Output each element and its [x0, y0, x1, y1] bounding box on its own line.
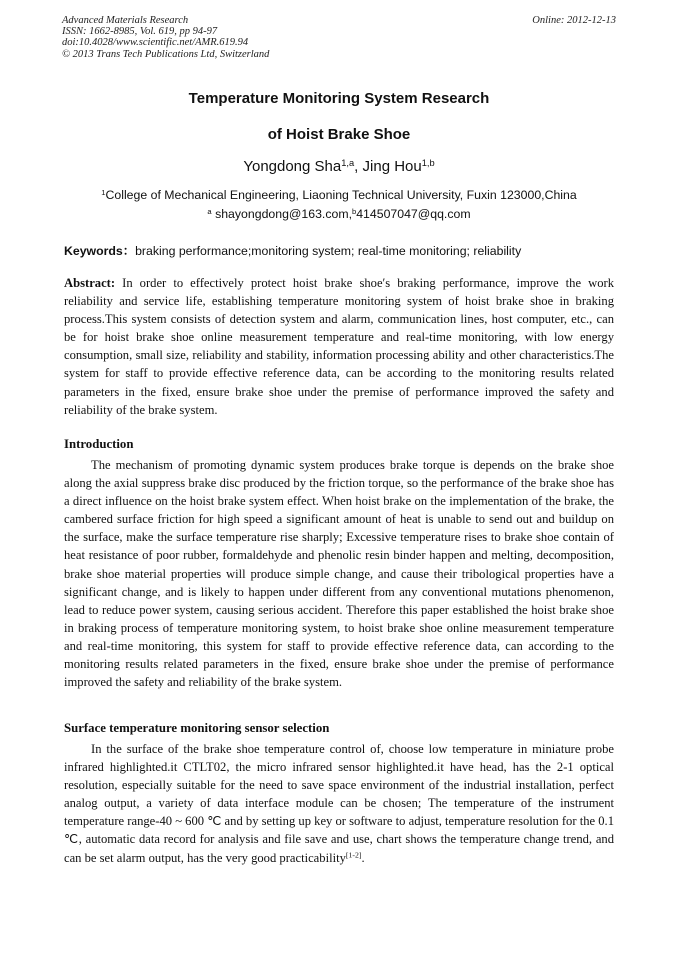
sensor-selection-paragraph — [64, 740, 614, 867]
email-link[interactable]: 414507047@qq.com — [356, 207, 471, 221]
paper-title-line-1: Temperature Monitoring System Research — [188, 90, 490, 107]
sentence-end: . — [361, 850, 365, 865]
affiliation — [0, 188, 678, 202]
author-separator: , — [354, 158, 363, 175]
sensor-selection-text: In the surface of the brake shoe temperature control of, choose low temperature in miniature probe infrared highlighted.it CTLT02, the micro infrared sensor highlighted.it have head, has the 2-1 optical resolution, especially suitable for the need to save space environment of the industrial installation, perfect analog output, a variety of data interface module can be chosen; The temperature of the instrument temperature range-40 ~ 600 ℃ and by setting up key or software to adjust, temperature resolution for the 0.1 ℃, automatic data record for analysis and file save and use, chart shows the temperature change trend, and can be set alarm output, has the very good practicability — [64, 742, 614, 865]
sensor-selection-heading: Surface temperature monitoring sensor selection — [64, 721, 330, 735]
citation-marker[interactable]: [1-2] — [345, 850, 362, 860]
journal-name: Advanced Materials Research — [62, 15, 189, 26]
abstract-text: In order to effectively protect hoist brake shoe′s braking performance, improve the work reliability and service life, establishing temperature monitoring system of hoist brake shoe in braking process.This system consists of detection system and alarm, communication lines, host computer, etc., can be for hoist brake shoe online measurement temperature and real-time monitoring, with low energy consumption, small size, reliability and stability, information processing ability and other characteristics.The system for staff to provide effective reference data, can be according to the monitoring results related parameters in the fixed, ensure brake shoe under the premise of performance improved the safety and reliability of the brake system. — [64, 276, 614, 417]
affiliation-text: College of Mechanical Engineering, Liaoning Technical University, Fuxin 123000,China — [105, 188, 577, 202]
journal-header — [62, 15, 269, 60]
abstract — [64, 274, 614, 419]
online-date: Online: 2012-12-13 — [532, 15, 616, 26]
keywords-text: braking performance;monitoring system; real-time monitoring; reliability — [135, 244, 522, 258]
introduction-paragraph: The mechanism of promoting dynamic system produces brake torque is depends on the brake shoe along the axial suppress brake disc produced by the friction torque, so the performance of the brake shoe has a direct influence on the hoist brake system effect. When hoist brake on the implementation of the brake, the cambered surface friction for high speed a significant amount of heat is unable to send out and buildup on the surface, make the surface temperature rise sharply; Excessive temperature rises to brake shoe contain of heat resistance of poor rubber, formaldehyde and phenolic resin binder happen and melting, decomposition, brake shoe material properties will produce simple change, and cause their tribological properties have a significant change, and is likely to happen under different from any conventional mutations phenomenon, lead to reduce power system, causing serious accident. Therefore this paper established the hoist brake shoe in braking process of temperature monitoring system, to hoist brake shoe online measurement temperature and real-time monitoring, this system for staff to provide effective reference data, can according to the monitoring results related parameters in the fixed, ensure brake shoe under the premise of performance improved the safety and reliability of the brake system. — [64, 458, 614, 690]
issn-line: ISSN: 1662-8985, Vol. 619, pp 94-97 — [62, 26, 218, 38]
author-emails — [0, 207, 678, 221]
introduction-heading: Introduction — [64, 437, 134, 451]
abstract-label: Abstract: — [64, 276, 116, 290]
paper-title-line-2: of Hoist Brake Shoe — [267, 126, 411, 143]
author-name: Yongdong Sha — [243, 158, 342, 175]
author-affil-marker: 1,b — [421, 157, 435, 168]
email-marker: a — [207, 206, 212, 216]
affiliation-marker: 1 — [101, 187, 106, 197]
author-name: Jing Hou — [362, 158, 422, 175]
keywords-label: Keywords： — [64, 244, 136, 258]
email-marker: b — [351, 206, 357, 216]
keywords — [64, 241, 521, 259]
copyright-line: © 2013 Trans Tech Publications Ltd, Switzerland — [62, 48, 270, 60]
author-affil-marker: 1,a — [341, 157, 355, 168]
author-list — [0, 158, 678, 175]
email-link[interactable]: shayongdong@163.com, — [211, 207, 352, 221]
doi-line: doi:10.4028/www.scientific.net/AMR.619.94 — [62, 37, 249, 49]
